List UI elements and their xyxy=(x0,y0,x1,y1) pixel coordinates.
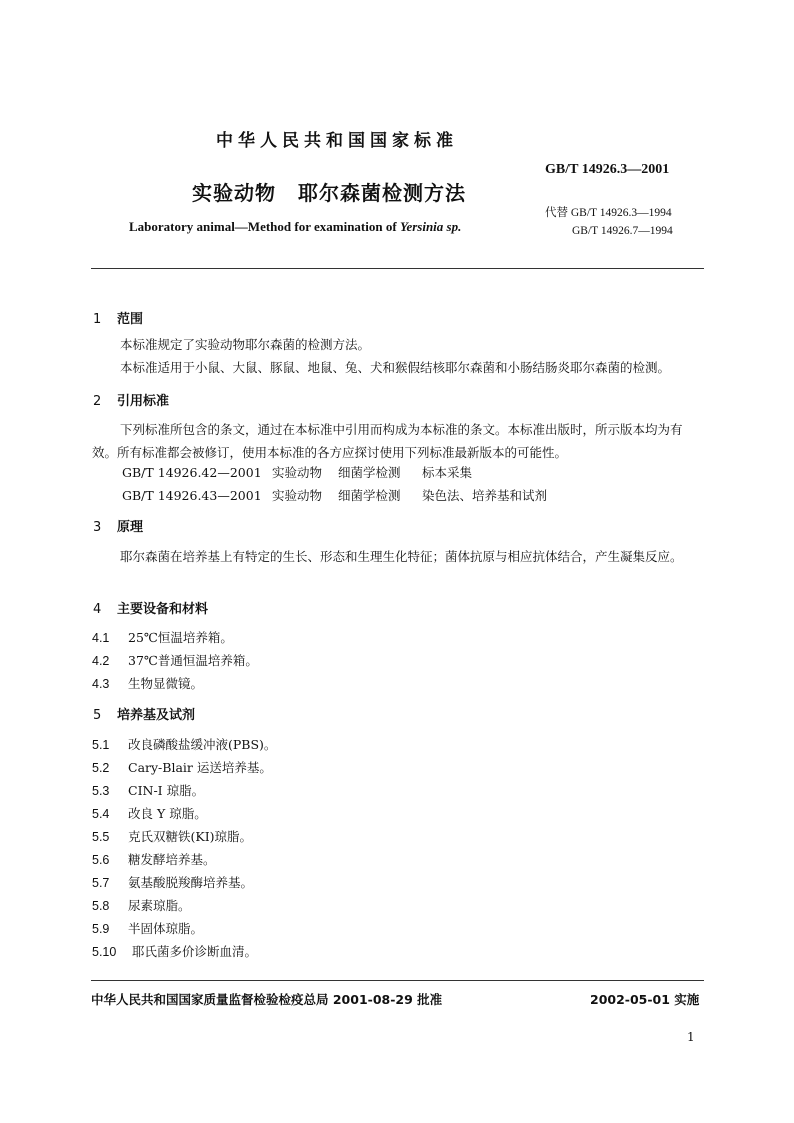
reference-2-code: GB/T 14926.43—2001 xyxy=(122,488,262,503)
section-2-title: 引用标准 xyxy=(117,394,170,409)
reference-1-code: GB/T 14926.42—2001 xyxy=(122,465,262,480)
item-text: 氨基酸脱羧酶培养基。 xyxy=(128,875,254,890)
approval-line: 中华人民共和国国家质量监督检验检疫总局 2001-08-29 批准 xyxy=(91,992,443,1007)
list-item xyxy=(92,873,253,891)
section-2-paragraph: 下列标准所包含的条文，通过在本标准中引用而构成为本标准的条文。本标准出版时，所示版本均为有效。所有标准都会被修订，使用本标准的各方应探讨使用下列标准最新版本的可能性。 xyxy=(92,422,683,460)
item-number: 4.3 xyxy=(92,677,110,691)
section-3-heading xyxy=(93,516,143,535)
document-title-en xyxy=(129,219,461,235)
list-item xyxy=(92,758,272,776)
document-title-cn xyxy=(192,177,466,206)
item-number: 5.9 xyxy=(92,922,110,936)
item-text: 糖发酵培养基。 xyxy=(128,852,216,867)
title-cn-part1: 实验动物 xyxy=(192,181,276,205)
section-5-heading xyxy=(93,704,195,723)
item-number: 5.10 xyxy=(92,945,117,959)
section-1-paragraph-2: 本标准适用于小鼠、大鼠、豚鼠、地鼠、兔、犬和猴假结核耶尔森菌和小肠结肠炎耶尔森菌的检测。 xyxy=(120,360,671,375)
standard-code-text: GB/T 14926.3—2001 xyxy=(545,162,670,177)
title-cn-part2: 耶尔森菌检测方法 xyxy=(298,181,466,205)
item-text: 克氏双糖铁(KI)琼脂。 xyxy=(128,829,253,844)
list-item xyxy=(92,919,203,937)
implementation-line: 2002-05-01 实施 xyxy=(590,992,700,1007)
item-text: Cary-Blair 运送培养基。 xyxy=(128,760,272,775)
section-2-number: 2 xyxy=(93,394,102,409)
replaces-line-2: GB/T 14926.7—1994 xyxy=(572,225,673,237)
list-item xyxy=(92,674,203,692)
item-number: 5.5 xyxy=(92,830,110,844)
list-item xyxy=(92,942,257,960)
title-en-italic: Yersinia sp. xyxy=(399,219,462,234)
section-2-heading xyxy=(93,390,169,409)
list-item xyxy=(92,735,276,753)
title-en-main: Laboratory animal—Method for examination of xyxy=(129,219,400,234)
section-3-paragraph: 耶尔森菌在培养基上有特定的生长、形态和生理生化特征；菌体抗原与相应抗体结合，产生凝集反应。 xyxy=(120,549,683,564)
footer-divider xyxy=(91,980,704,981)
section-5-number: 5 xyxy=(93,708,102,723)
reference-1 xyxy=(122,463,472,481)
section-3-number: 3 xyxy=(93,520,102,535)
list-item xyxy=(92,804,207,822)
list-item xyxy=(92,628,233,646)
item-number: 5.8 xyxy=(92,899,110,913)
standard-code xyxy=(545,162,669,178)
replaces-block xyxy=(545,204,673,240)
reference-2 xyxy=(122,486,547,504)
section-4-number: 4 xyxy=(93,602,102,617)
list-item xyxy=(92,651,258,669)
section-1-heading xyxy=(93,308,143,327)
list-item xyxy=(92,896,191,914)
item-number: 5.4 xyxy=(92,807,110,821)
section-4-heading xyxy=(93,598,208,617)
list-item xyxy=(92,827,252,845)
list-item xyxy=(92,781,204,799)
item-number: 5.7 xyxy=(92,876,110,890)
list-item xyxy=(92,850,216,868)
item-text: 25℃恒温培养箱。 xyxy=(128,630,233,645)
item-text: 生物显微镜。 xyxy=(128,676,204,691)
item-text: 改良 Y 琼脂。 xyxy=(128,806,207,821)
item-text: 半固体琼脂。 xyxy=(128,921,204,936)
replaces-line-1: 代替 GB/T 14926.3—1994 xyxy=(545,207,672,219)
section-5-title: 培养基及试剂 xyxy=(117,708,196,723)
item-text: 耶氏菌多价诊断血清。 xyxy=(132,944,258,959)
page-number: 1 xyxy=(687,1030,695,1044)
item-number: 4.1 xyxy=(92,631,110,645)
national-standard-title: 中华人民共和国国家标准 xyxy=(216,131,458,151)
item-text: CIN-I 琼脂。 xyxy=(128,783,205,798)
reference-2-part-a: 实验动物 xyxy=(272,488,323,503)
section-4-title: 主要设备和材料 xyxy=(117,602,209,617)
item-number: 4.2 xyxy=(92,654,110,668)
reference-1-part-b: 细菌学检测 xyxy=(338,465,401,480)
section-3-title: 原理 xyxy=(117,520,144,535)
item-number: 5.2 xyxy=(92,761,110,775)
item-text: 37℃普通恒温培养箱。 xyxy=(128,653,258,668)
item-number: 5.1 xyxy=(92,738,110,752)
item-text: 改良磷酸盐缓冲液(PBS)。 xyxy=(128,737,277,752)
section-1-number: 1 xyxy=(93,312,102,327)
section-1-title: 范围 xyxy=(117,312,144,327)
item-number: 5.3 xyxy=(92,784,110,798)
reference-1-part-c: 标本采集 xyxy=(422,465,473,480)
item-number: 5.6 xyxy=(92,853,110,867)
section-1-paragraph-1: 本标准规定了实验动物耶尔森菌的检测方法。 xyxy=(120,337,371,352)
reference-1-part-a: 实验动物 xyxy=(272,465,323,480)
header-divider xyxy=(91,268,704,269)
reference-2-part-b: 细菌学检测 xyxy=(338,488,401,503)
reference-2-part-c: 染色法、培养基和试剂 xyxy=(422,488,548,503)
item-text: 尿素琼脂。 xyxy=(128,898,191,913)
